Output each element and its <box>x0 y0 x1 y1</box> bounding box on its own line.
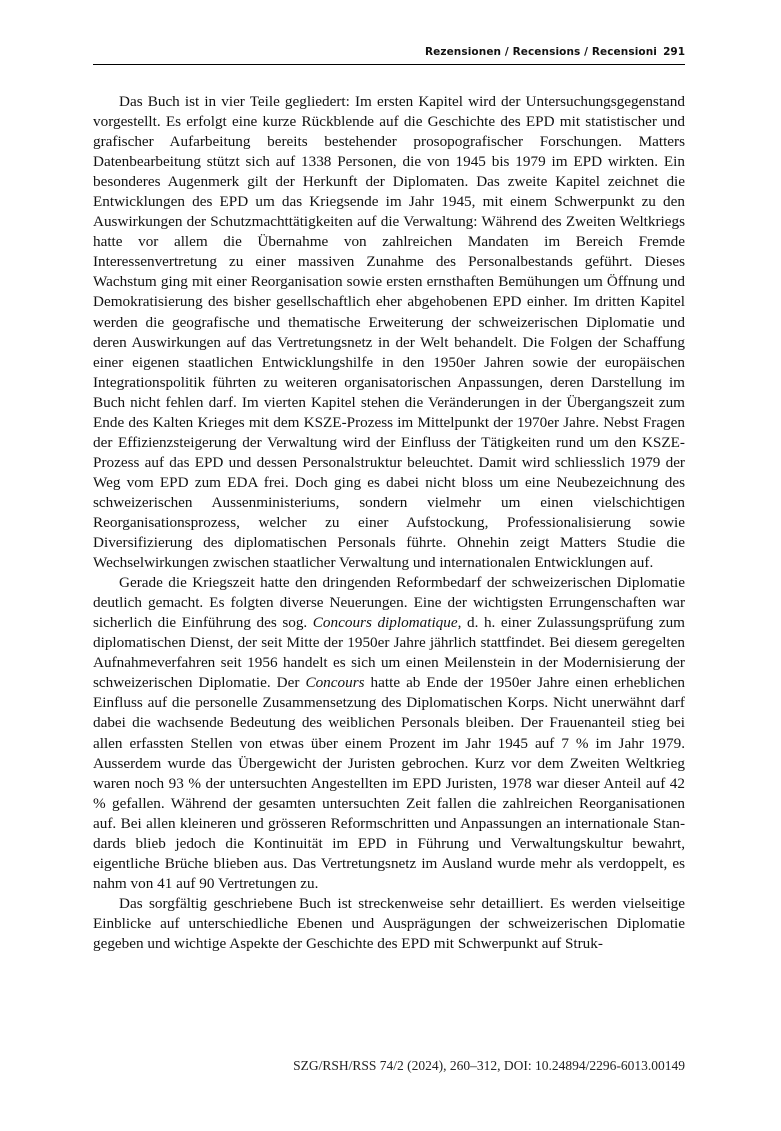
running-head-section-title: Rezensionen / Recensions / Recensioni <box>424 46 657 58</box>
page-number: 291 <box>663 46 685 58</box>
paragraph: Das Buch ist in vier Teile gegliedert: Im ersten Kapitel wird der Untersuchungsgegenstand vorgestellt. Es erfolgt eine kurze Rückblende auf die Geschichte des EPD mit statistischer und grafischer Aufarbeitung bereits bestehender prosopografischer Forschungen. Matters Datenbearbeitung stützt sich auf 1338 Personen, die von 1945 bis 1979 im EPD wirkten. Ein besonderes Augenmerk gilt der Herkunft der Diplomaten. Das zweite Kapitel zeichnet die Entwicklungen des EPD um das Kriegsende im Jahr 1945, mit einem Schwerpunkt zu den Auswirkungen der Schutzmachttätigkeiten auf die Verwaltung: Während des Zweiten Weltkriegs hatte vor allem die Übernahme von zahlreichen Mandaten im Bereich Fremde Interessenvertretung zu einer massiven Zunahme des Personalbestands geführt. Dieses Wachstum ging mit einer Reorganisation sowie ersten ernsthaften Bemühungen um Öffnung und Demokratisierung des bisher gesellschaftlich eher abgehobenen EPD einher. Im dritten Kapitel werden die geografische und thematische Erweiterung der schweizerischen Diplomatie und deren Auswirkungen auf das Vertretungsnetz in der Welt behandelt. Die Folgen der Schaffung einer eigenen staatlichen Entwicklungshilfe in den 1950er Jahren sowie der europäischen Integrationspolitik führten zu weiteren organisatorischen Anpassungen, deren Darstellung im Buch nicht fehlen darf. Im vierten Kapitel stehen die Veränderungen in der Übergangszeit zum Ende des Kalten Krieges mit dem KSZE-Prozess im Mittelpunkt der 1970er Jahre. Nebst Fragen der Effizienzsteigerung der Verwaltung wird der Einfluss der Tätigkeiten rund um den KSZE-Prozess auf das EPD und dessen Personalstruktur beleuchtet. Damit wird schliesslich 1979 der Weg vom EPD zum EDA frei. Doch ging es dabei nicht bloss um eine Neubezeichnung des schweizerischen Aussenministeriums, sondern vielmehr um einen vielschichtigen Reorganisationsprozess, welcher zu einer Aufstockung, Professionalisierung sowie Diversifizierung des diplomatischen Personals führte. Ohnehin zeigt Matters Studie die Wechselwirkungen zwischen staatlicher Verwaltung und internationalen Entwicklungen auf. <box>93 93 685 572</box>
running-head <box>93 44 685 65</box>
journal-citation-footer: SZG/RSH/RSS 74/2 (2024), 260–312, DOI: 10.24894/2296-6013.00149 <box>293 1058 685 1073</box>
review-body <box>93 92 685 954</box>
paragraph: Das sorgfältig geschriebene Buch ist streckenweise sehr detailliert. Es werden vielseitige Einblicke auf unterschiedliche Ebenen und Ausprägungen der schweizerischen Diplomatie gegeben und wichtige Aspekte der Geschichte des EPD mit Schwerpunkt auf Struk- <box>93 894 685 952</box>
paragraph: Gerade die Kriegszeit hatte den dringenden Reformbedarf der schweizerischen Diplomatie deutlich gemacht. Es folgten diverse Neuerungen. Eine der wichtigsten Errungenschaften war sicherlich die Einführung des sog. Concours diplomatique, d. h. einer Zulassungsprüfung zum diplomatischen Dienst, der seit Mitte der 1950er Jahre jährlich stattfindet. Bei diesem geregelten Aufnahmeverfahren seit 1956 handelt es sich um einen Meilenstein in der Modernisierung der schweizerischen Diplomatie. Der Concours hatte ab Ende der 1950er Jahre einen erheblichen Einfluss auf die personelle Zusammensetzung des Diplomatischen Korps. Nicht unerwähnt darf dabei die wachsende Bedeutung des weiblichen Personals bleiben. Der Frauenanteil stieg bei allen erfassten Stellen von etwas über einem Prozent im Jahr 1945 auf 7 % im Jahr 1979. Ausserdem wurde das Übergewicht der Juristen gebrochen. Kurz vor dem Zweiten Weltkrieg waren noch 93 % der untersuchten Angestellten im EPD Juristen, 1978 war dieser Anteil auf 42 % gefallen. Während der gesamten untersuchten Zeit fallen die zahlreichen Reorganisationen auf. Bei allen kleineren und grösseren Reformschritten und Anpassungen an internationale Standards blieb jedoch die Kontinuität im EPD in Führung und Verwaltungskultur bewahrt, eigentliche Brüche blieben aus. Das Vertretungsnetz im Ausland wurde mehr als verdoppelt, es nahm von 41 auf 90 Vertretungen zu. <box>93 574 686 892</box>
